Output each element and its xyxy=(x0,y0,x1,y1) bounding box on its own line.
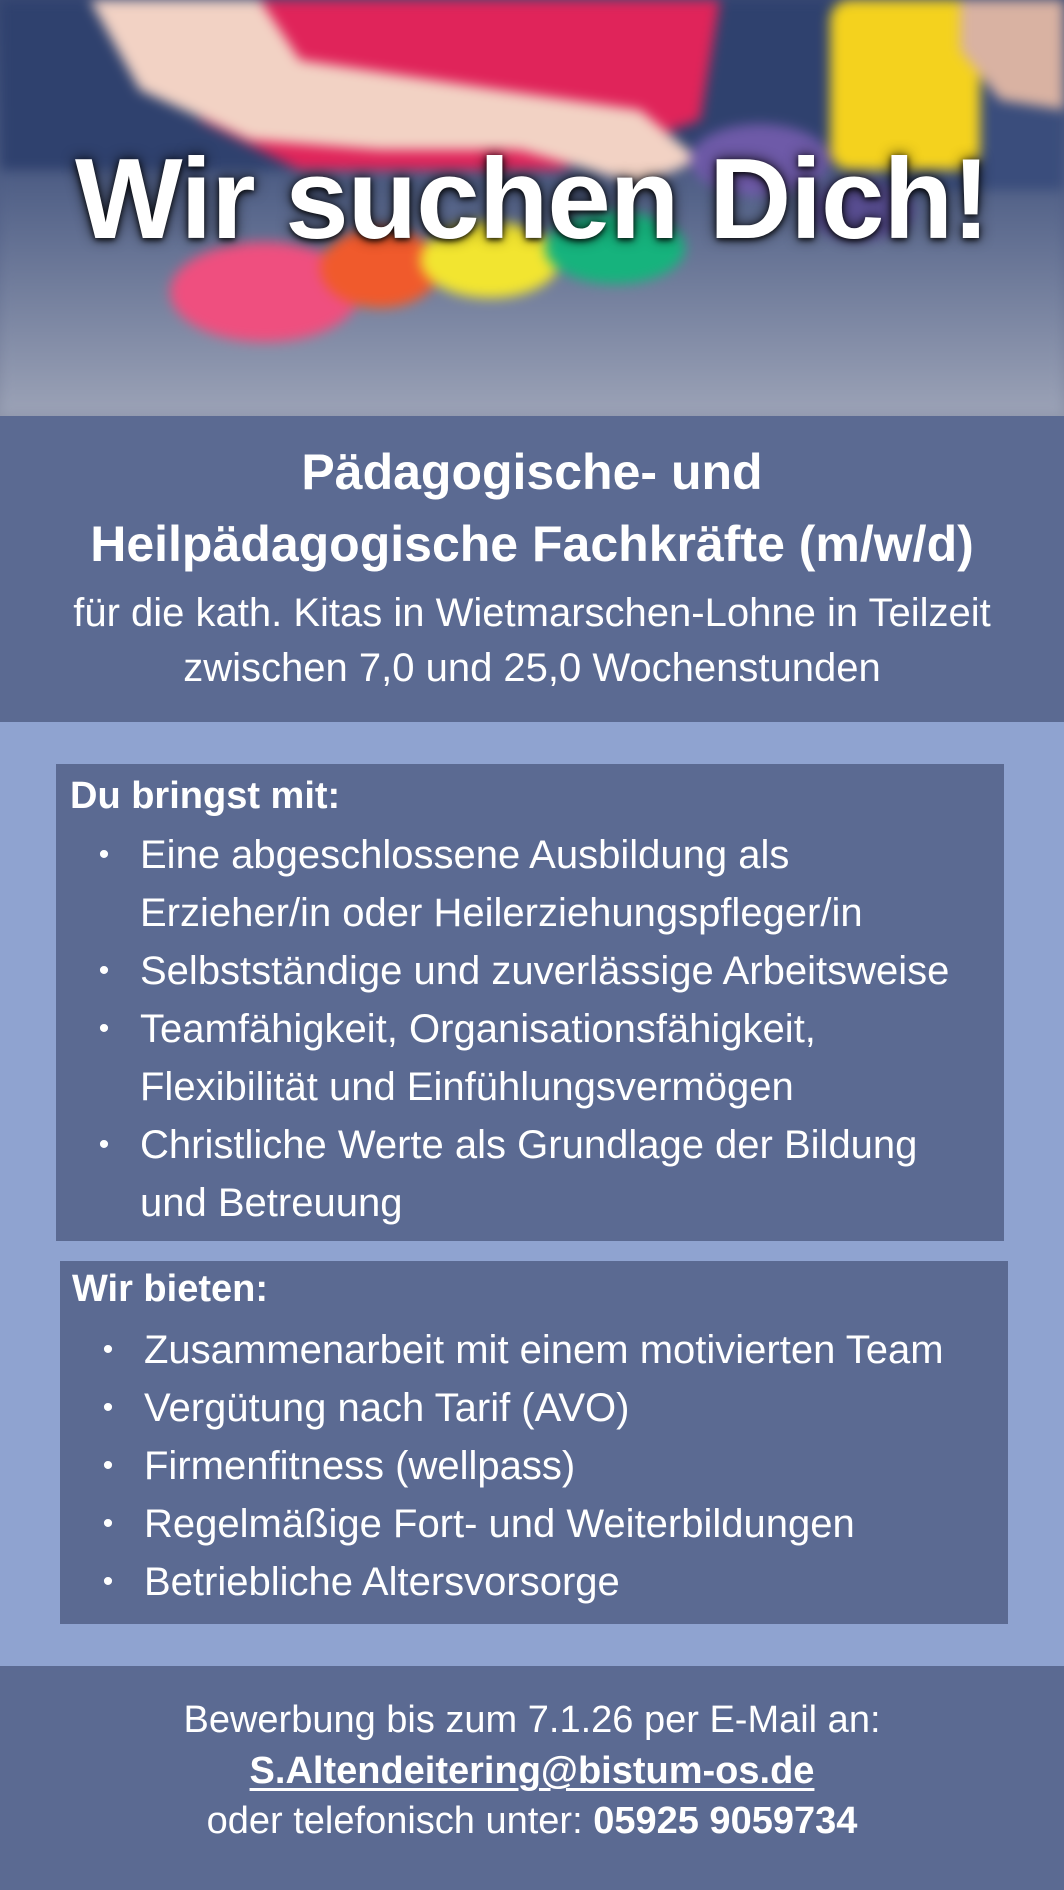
job-title-line-2: Heilpädagogische Fachkräfte (m/w/d) xyxy=(90,516,974,572)
contact-email-link[interactable]: S.Altendeitering@bistum-os.de xyxy=(249,1750,815,1792)
requirement-item xyxy=(98,826,990,942)
requirement-item-line-2: und Betreuung xyxy=(140,1181,403,1225)
application-deadline-text: Bewerbung bis zum 7.1.26 per E-Mail an: xyxy=(183,1699,881,1741)
phone-number[interactable]: 05925 9059734 xyxy=(593,1800,858,1842)
bullet-icon: • xyxy=(98,1012,110,1045)
hero-headline: Wir suchen Dich! xyxy=(74,136,990,263)
bullet-icon: • xyxy=(98,838,110,871)
requirement-item-line-2: Erzieher/in oder Heilerziehungspfleger/in xyxy=(140,891,863,935)
offer-item-text: Firmenfitness (wellpass) xyxy=(144,1444,576,1488)
offers-heading: Wir bieten: xyxy=(72,1268,268,1310)
requirement-item-line-2: Flexibilität und Einfühlungsvermögen xyxy=(140,1065,794,1109)
requirement-item-line-1: Teamfähigkeit, Organisationsfähigkeit, xyxy=(140,1007,816,1051)
offer-item-text: Vergütung nach Tarif (AVO) xyxy=(144,1386,630,1430)
offer-item-text: Zusammenarbeit mit einem motivierten Team xyxy=(144,1328,944,1372)
offer-item xyxy=(102,1553,994,1611)
bullet-icon: • xyxy=(102,1565,114,1598)
bullet-icon: • xyxy=(98,954,110,987)
offers-box xyxy=(60,1261,1008,1624)
bullet-icon: • xyxy=(102,1391,114,1424)
requirements-box xyxy=(56,764,1004,1241)
offers-list xyxy=(102,1321,994,1611)
offer-item-text: Regelmäßige Fort- und Weiterbildungen xyxy=(144,1502,855,1546)
offer-item xyxy=(102,1495,994,1553)
bullet-icon: • xyxy=(102,1507,114,1540)
bullet-icon: • xyxy=(98,1128,110,1161)
job-subtitle-line-2: zwischen 7,0 und 25,0 Wochenstunden xyxy=(183,646,881,690)
bullet-icon: • xyxy=(102,1449,114,1482)
requirement-item-line-1: Selbstständige und zuverlässige Arbeitsweise xyxy=(140,949,950,993)
hero-banner xyxy=(0,0,1064,416)
requirements-list xyxy=(98,826,990,1232)
contact-email-line xyxy=(0,1748,1064,1794)
offer-item xyxy=(102,1321,994,1379)
job-subtitle-line-1: für die kath. Kitas in Wietmarschen-Lohne in Teilzeit xyxy=(73,591,991,635)
offer-item xyxy=(102,1437,994,1495)
phone-prefix-text: oder telefonisch unter: xyxy=(206,1800,594,1842)
requirement-item-line-1: Christliche Werte als Grundlage der Bildung xyxy=(140,1123,918,1167)
requirement-item xyxy=(98,1000,990,1116)
offer-item-text: Betriebliche Altersvorsorge xyxy=(144,1560,620,1604)
bullet-icon: • xyxy=(102,1333,114,1366)
requirement-item-line-1: Eine abgeschlossene Ausbildung als xyxy=(140,833,790,877)
contact-phone-line xyxy=(0,1798,1064,1844)
requirements-heading: Du bringst mit: xyxy=(70,775,341,817)
requirement-item xyxy=(98,1116,990,1232)
offer-item xyxy=(102,1379,994,1437)
requirement-item xyxy=(98,942,990,1000)
job-title-line-1: Pädagogische- und xyxy=(301,444,763,500)
